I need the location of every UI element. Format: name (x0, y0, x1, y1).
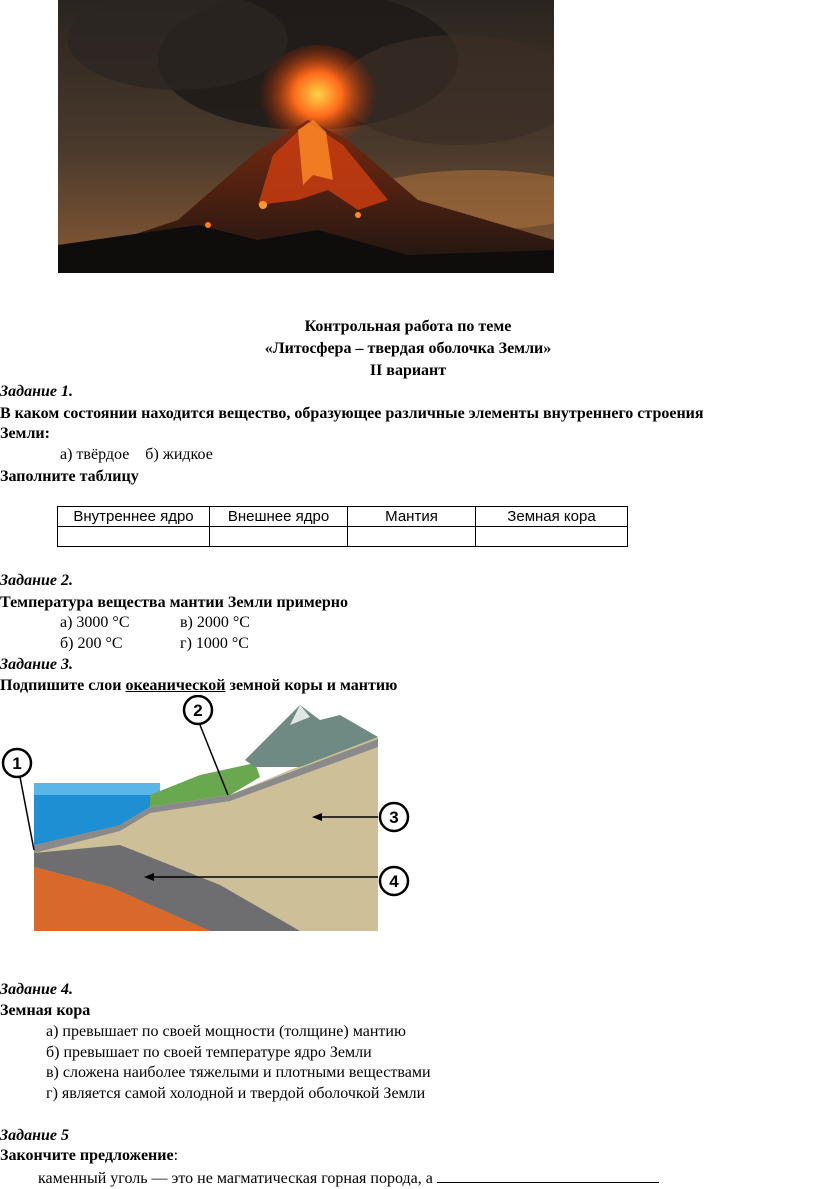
task3-question (0, 677, 397, 695)
task5-label: Задание 5 (0, 1127, 69, 1144)
task4-option: в) сложена наиболее тяжелыми и плотными веществами (46, 1064, 431, 1081)
task2-opt-b: б) 200 °С (60, 635, 123, 652)
marker-label: 4 (389, 872, 399, 891)
table-answer-cell[interactable] (476, 527, 628, 547)
task4-label: Задание 4. (0, 981, 73, 998)
task5-prompt-line (0, 1147, 178, 1165)
task5-prompt: Закончите предложение (0, 1147, 174, 1164)
marker-3 (380, 803, 408, 831)
marker-label: 1 (12, 754, 22, 773)
task2-opt-g: г) 1000 °С (180, 635, 249, 652)
task5-sentence: каменный уголь — это не магматическая горная порода, а (38, 1170, 437, 1187)
layers-table (57, 506, 628, 547)
task1-question-b: Земли: (0, 425, 50, 442)
marker-4 (380, 867, 408, 895)
task4-option: б) превышает по своей температуре ядро Земли (46, 1044, 372, 1061)
title-line2: «Литосфера – твердая оболочка Земли» (264, 340, 552, 357)
marker-2 (184, 696, 212, 724)
task1-label: Задание 1. (0, 383, 73, 400)
task5-sentence-line (38, 1168, 659, 1188)
marker-label: 3 (389, 808, 399, 827)
task2-question: Температура вещества мантии Земли примерно (0, 594, 348, 611)
table-header: Внутреннее ядро (58, 507, 210, 527)
table-header: Внешнее ядро (210, 507, 348, 527)
table-header: Земная кора (476, 507, 628, 527)
task3-question-pre: Подпишите слои (0, 677, 126, 694)
task2-opt-a: а) 3000 °С (60, 614, 130, 631)
task1-question-a: В каком состоянии находится вещество, образующее различные элементы внутреннего строения (0, 405, 704, 422)
crust-diagram (0, 695, 420, 940)
table-answer-cell[interactable] (58, 527, 210, 547)
table-answer-cell[interactable] (210, 527, 348, 547)
task4-option: г) является самой холодной и твердой оболочкой Земли (46, 1085, 426, 1102)
task5-answer-blank[interactable] (437, 1168, 659, 1183)
marker-1 (3, 749, 31, 777)
volcano-photo (58, 0, 554, 273)
task1-options: а) твёрдое б) жидкое (60, 446, 213, 463)
task1-fill-table: Заполните таблицу (0, 468, 139, 485)
table-answer-cell[interactable] (348, 527, 476, 547)
title-line1: Контрольная работа по теме (304, 318, 512, 335)
title-line3: II вариант (369, 362, 447, 379)
task5-colon: : (173, 1147, 179, 1164)
task3-question-underlined: океанической (125, 677, 226, 694)
marker-label: 2 (193, 701, 203, 720)
task3-question-post: земной коры и мантию (225, 677, 398, 694)
task4-question: Земная кора (0, 1002, 91, 1019)
task4-option: а) превышает по своей мощности (толщине) мантию (46, 1023, 406, 1040)
task2-opt-v: в) 2000 °С (180, 614, 250, 631)
task3-label: Задание 3. (0, 656, 73, 673)
task2-label: Задание 2. (0, 572, 73, 589)
table-header: Мантия (348, 507, 476, 527)
